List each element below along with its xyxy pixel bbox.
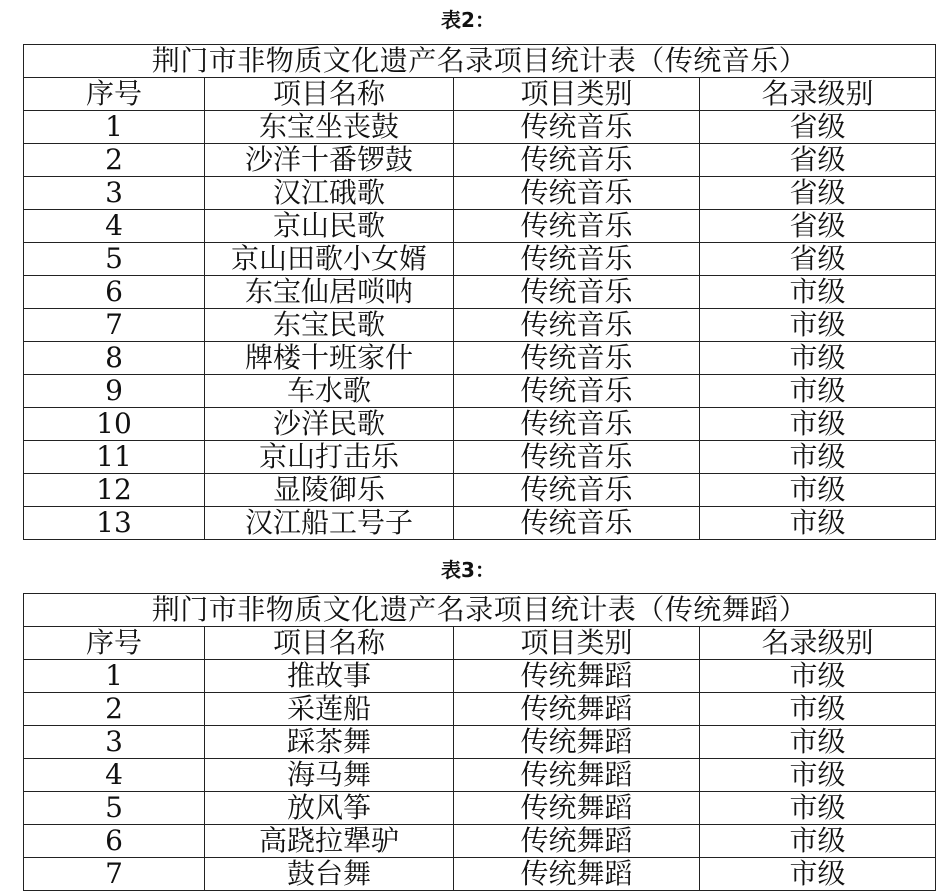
list-level-cell: 市级: [700, 726, 936, 759]
serial-number-cell: 10: [24, 408, 205, 441]
project-name-cell: 汉江船工号子: [205, 507, 454, 540]
project-category-cell: 传统音乐: [454, 210, 700, 243]
table-row: [24, 276, 936, 309]
table-row: [24, 309, 936, 342]
project-name-cell: 车水歌: [205, 375, 454, 408]
table-row: [24, 693, 936, 726]
table-row: [24, 177, 936, 210]
project-name-cell: 推故事: [205, 660, 454, 693]
project-name-cell: 沙洋十番锣鼓: [205, 144, 454, 177]
table-row: [24, 858, 936, 891]
table-title-row: [24, 45, 936, 78]
list-level-cell: 省级: [700, 210, 936, 243]
project-category-cell: 传统舞蹈: [454, 792, 700, 825]
project-name-cell: 京山田歌小女婿: [205, 243, 454, 276]
serial-number-cell: 2: [24, 693, 205, 726]
project-name-cell: 放风筝: [205, 792, 454, 825]
project-name-cell: 东宝坐丧鼓: [205, 111, 454, 144]
table-row: [24, 375, 936, 408]
table-row: [24, 408, 936, 441]
project-category-cell: 传统音乐: [454, 375, 700, 408]
table-row: [24, 144, 936, 177]
project-category-cell: 传统音乐: [454, 276, 700, 309]
list-level-cell: 省级: [700, 177, 936, 210]
project-name-cell: 海马舞: [205, 759, 454, 792]
project-category-cell: 传统音乐: [454, 474, 700, 507]
table-header-row: [24, 627, 936, 660]
list-level-cell: 市级: [700, 474, 936, 507]
project-category-cell: 传统舞蹈: [454, 660, 700, 693]
table-row: [24, 111, 936, 144]
list-level-cell: 市级: [700, 342, 936, 375]
list-level-cell: 省级: [700, 111, 936, 144]
list-level-cell: 市级: [700, 276, 936, 309]
project-name-cell: 东宝仙居唢呐: [205, 276, 454, 309]
project-category-cell: 传统舞蹈: [454, 858, 700, 891]
list-level-cell: 市级: [700, 759, 936, 792]
project-category-cell: 传统音乐: [454, 342, 700, 375]
list-level-cell: 市级: [700, 375, 936, 408]
project-category-cell: 传统舞蹈: [454, 759, 700, 792]
table-row: [24, 726, 936, 759]
serial-number-cell: 6: [24, 276, 205, 309]
project-name-cell: 东宝民歌: [205, 309, 454, 342]
serial-number-cell: 8: [24, 342, 205, 375]
project-name-cell: 踩茶舞: [205, 726, 454, 759]
table-row: [24, 507, 936, 540]
project-name-cell: 采莲船: [205, 693, 454, 726]
project-category-cell: 传统舞蹈: [454, 693, 700, 726]
project-category-cell: 传统音乐: [454, 177, 700, 210]
project-name-cell: 京山打击乐: [205, 441, 454, 474]
serial-number-cell: 7: [24, 858, 205, 891]
serial-number-cell: 3: [24, 726, 205, 759]
serial-number-cell: 9: [24, 375, 205, 408]
serial-number-cell: 5: [24, 243, 205, 276]
serial-number-cell: 11: [24, 441, 205, 474]
list-level-cell: 市级: [700, 507, 936, 540]
table-row: [24, 474, 936, 507]
table-title: 荆门市非物质文化遗产名录项目统计表（传统音乐）: [24, 45, 936, 78]
header-project-category: 项目类别: [454, 627, 700, 660]
project-name-cell: 显陵御乐: [205, 474, 454, 507]
table-header-row: [24, 78, 936, 111]
table-title: 荆门市非物质文化遗产名录项目统计表（传统舞蹈）: [24, 594, 936, 627]
serial-number-cell: 1: [24, 111, 205, 144]
list-level-cell: 市级: [700, 825, 936, 858]
serial-number-cell: 6: [24, 825, 205, 858]
list-level-cell: 市级: [700, 441, 936, 474]
project-category-cell: 传统音乐: [454, 507, 700, 540]
serial-number-cell: 3: [24, 177, 205, 210]
list-level-cell: 市级: [700, 408, 936, 441]
table-row: [24, 825, 936, 858]
project-name-cell: 京山民歌: [205, 210, 454, 243]
project-name-cell: 汉江硪歌: [205, 177, 454, 210]
table2-caption: 表2：: [441, 8, 495, 32]
table-row: [24, 342, 936, 375]
list-level-cell: 省级: [700, 243, 936, 276]
project-category-cell: 传统音乐: [454, 441, 700, 474]
table2: [23, 44, 936, 540]
project-category-cell: 传统音乐: [454, 144, 700, 177]
table-row: [24, 792, 936, 825]
table3: [23, 593, 936, 891]
header-project-category: 项目类别: [454, 78, 700, 111]
project-category-cell: 传统音乐: [454, 408, 700, 441]
table-row: [24, 759, 936, 792]
header-list-level: 名录级别: [700, 78, 936, 111]
serial-number-cell: 13: [24, 507, 205, 540]
project-category-cell: 传统舞蹈: [454, 825, 700, 858]
table-row: [24, 660, 936, 693]
serial-number-cell: 1: [24, 660, 205, 693]
table-row: [24, 210, 936, 243]
list-level-cell: 市级: [700, 660, 936, 693]
table-title-row: [24, 594, 936, 627]
list-level-cell: 市级: [700, 309, 936, 342]
serial-number-cell: 7: [24, 309, 205, 342]
serial-number-cell: 5: [24, 792, 205, 825]
project-name-cell: 沙洋民歌: [205, 408, 454, 441]
project-category-cell: 传统音乐: [454, 309, 700, 342]
serial-number-cell: 2: [24, 144, 205, 177]
project-name-cell: 牌楼十班家什: [205, 342, 454, 375]
list-level-cell: 市级: [700, 858, 936, 891]
list-level-cell: 市级: [700, 792, 936, 825]
serial-number-cell: 4: [24, 210, 205, 243]
serial-number-cell: 12: [24, 474, 205, 507]
list-level-cell: 省级: [700, 144, 936, 177]
header-project-name: 项目名称: [205, 627, 454, 660]
project-name-cell: 鼓台舞: [205, 858, 454, 891]
project-category-cell: 传统音乐: [454, 111, 700, 144]
project-name-cell: 高跷拉犟驴: [205, 825, 454, 858]
header-serial-number: 序号: [24, 627, 205, 660]
serial-number-cell: 4: [24, 759, 205, 792]
table-row: [24, 441, 936, 474]
header-list-level: 名录级别: [700, 627, 936, 660]
project-category-cell: 传统舞蹈: [454, 726, 700, 759]
table-row: [24, 243, 936, 276]
project-category-cell: 传统音乐: [454, 243, 700, 276]
header-project-name: 项目名称: [205, 78, 454, 111]
list-level-cell: 市级: [700, 693, 936, 726]
table3-caption: 表3：: [441, 558, 495, 582]
header-serial-number: 序号: [24, 78, 205, 111]
